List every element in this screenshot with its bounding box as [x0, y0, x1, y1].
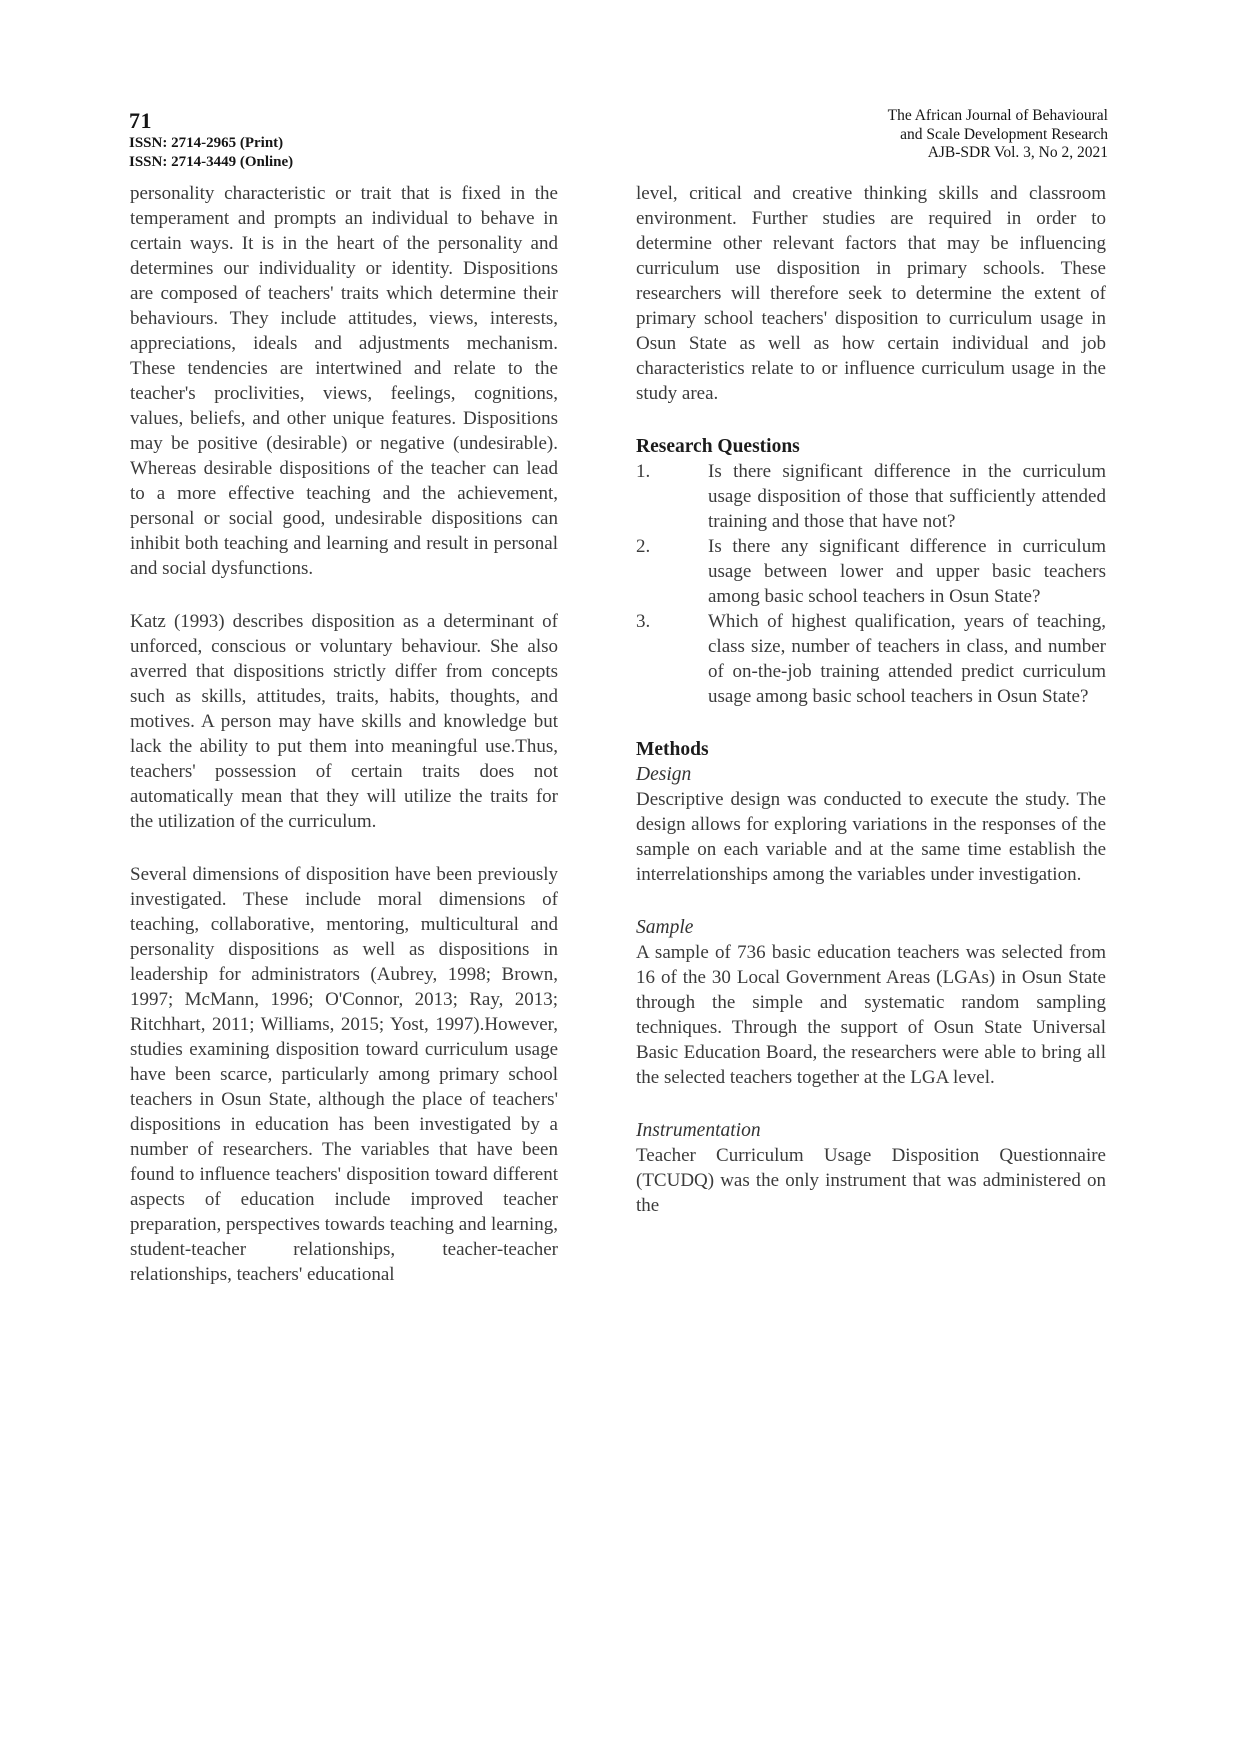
header-left	[129, 108, 293, 172]
research-question-item-2	[636, 534, 1106, 609]
instrumentation-paragraph: Teacher Curriculum Usage Disposition Questionnaire (TCUDQ) was the only instrument that was administered on the	[636, 1145, 1106, 1216]
research-questions-heading: Research Questions	[636, 436, 800, 457]
body-paragraph-intro: level, critical and creative thinking skills and classroom environment. Further studies are required in order to determine other relevant factors that may be influencing curriculum use disposition in primary schools. These researchers will therefore seek to determine the extent of primary school teachers' disposition to curriculum usage in Osun State as well as how certain individual and job characteristics relate to or influence curriculum usage in the study area.	[636, 183, 1106, 404]
design-subheading: Design	[636, 764, 692, 785]
journal-volume-line: AJB-SDR Vol. 3, No 2, 2021	[927, 144, 1108, 161]
left-column	[130, 181, 558, 1287]
design-paragraph: Descriptive design was conducted to execute the study. The design allows for exploring variations in the responses of the sample on each variable and at the same time establish the interrelationships among the variables under investigation.	[636, 789, 1106, 885]
research-question-number: 2.	[636, 536, 651, 557]
instrumentation-subheading: Instrumentation	[636, 1120, 761, 1141]
page-number: 71	[129, 108, 152, 133]
research-question-item-1	[636, 459, 1106, 534]
right-column	[636, 181, 1106, 1218]
sample-paragraph: A sample of 736 basic education teachers was selected from 16 of the 30 Local Government Areas (LGAs) in Osun State through the simple and systematic random sampling techniques. Through the support of Osun State Universal Basic Education Board, the researchers were able to bring all the selected teachers together at the LGA level.	[636, 942, 1106, 1088]
research-question-number: 1.	[636, 461, 651, 482]
journal-title-line2: and Scale Development Research	[900, 125, 1108, 143]
body-paragraph-dispositions: personality characteristic or trait that is fixed in the temperament and prompts an individual to behave in certain ways. It is in the heart of the personality and determines our individuality or identity. Dispositions are composed of teachers' traits which determine their behaviours. They include attitudes, views, interests, appreciations, ideals and adjustments mechanism. These tendencies are intertwined and relate to the teacher's proclivities, views, feelings, cognitions, values, beliefs, and other unique features. Dispositions may be positive (desirable) or negative (undesirable). Whereas desirable dispositions of the teacher can lead to a more effective teaching and the achievement, personal or social good, undesirable dispositions can inhibit both teaching and learning and result in personal and social dysfunctions.	[130, 183, 558, 579]
research-question-text: Is there any significant difference in curriculum usage between lower and upper basic teachers among basic school teachers in Osun State?	[708, 536, 1106, 607]
research-question-text: Which of highest qualification, years of teaching, class size, number of teachers in class, and number of on-the-job training attended predict curriculum usage among basic school teachers in Osun State?	[708, 611, 1106, 707]
body-paragraph-dimensions: Several dimensions of disposition have been previously investigated. These include moral dimensions of teaching, collaborative, mentoring, multicultural and personality dispositions as well as dispositions in leadership for administrators (Aubrey, 1998; Brown, 1997; McMann, 1996; O'Connor, 2013; Ray, 2013; Ritchhart, 2011; Williams, 2015; Yost, 1997).However, studies examining disposition toward curriculum usage have been scarce, particularly among primary school teachers in Osun State, although the place of teachers' dispositions in education has been investigated by a number of researchers. The variables that have been found to influence teachers' disposition toward different aspects of education include improved teacher preparation, perspectives towards teaching and learning, student-teacher relationships, teacher-teacher relationships, teachers' educational	[130, 864, 558, 1285]
research-questions-list	[636, 459, 1106, 709]
sample-subheading: Sample	[636, 917, 694, 938]
body-paragraph-katz: Katz (1993) describes disposition as a determinant of unforced, conscious or voluntary behaviour. She also averred that dispositions strictly differ from concepts such as skills, attitudes, traits, habits, thoughts, and motives. A person may have skills and knowledge but lack the ability to put them into meaningful use.Thus, teachers' possession of certain traits does not automatically mean that they will utilize the traits for the utilization of the curriculum.	[130, 611, 558, 832]
research-question-item-3	[636, 609, 1106, 709]
journal-title-line1: The African Journal of Behavioural	[887, 107, 1108, 124]
journal-header	[888, 107, 1108, 163]
issn-print: ISSN: 2714-2965 (Print)	[129, 135, 284, 151]
research-question-number: 3.	[636, 611, 651, 632]
methods-heading: Methods	[636, 739, 709, 760]
research-question-text: Is there significant difference in the curriculum usage disposition of those that sufficiently attended training and those that have not?	[708, 461, 1106, 532]
issn-online: ISSN: 2714-3449 (Online)	[129, 154, 294, 170]
